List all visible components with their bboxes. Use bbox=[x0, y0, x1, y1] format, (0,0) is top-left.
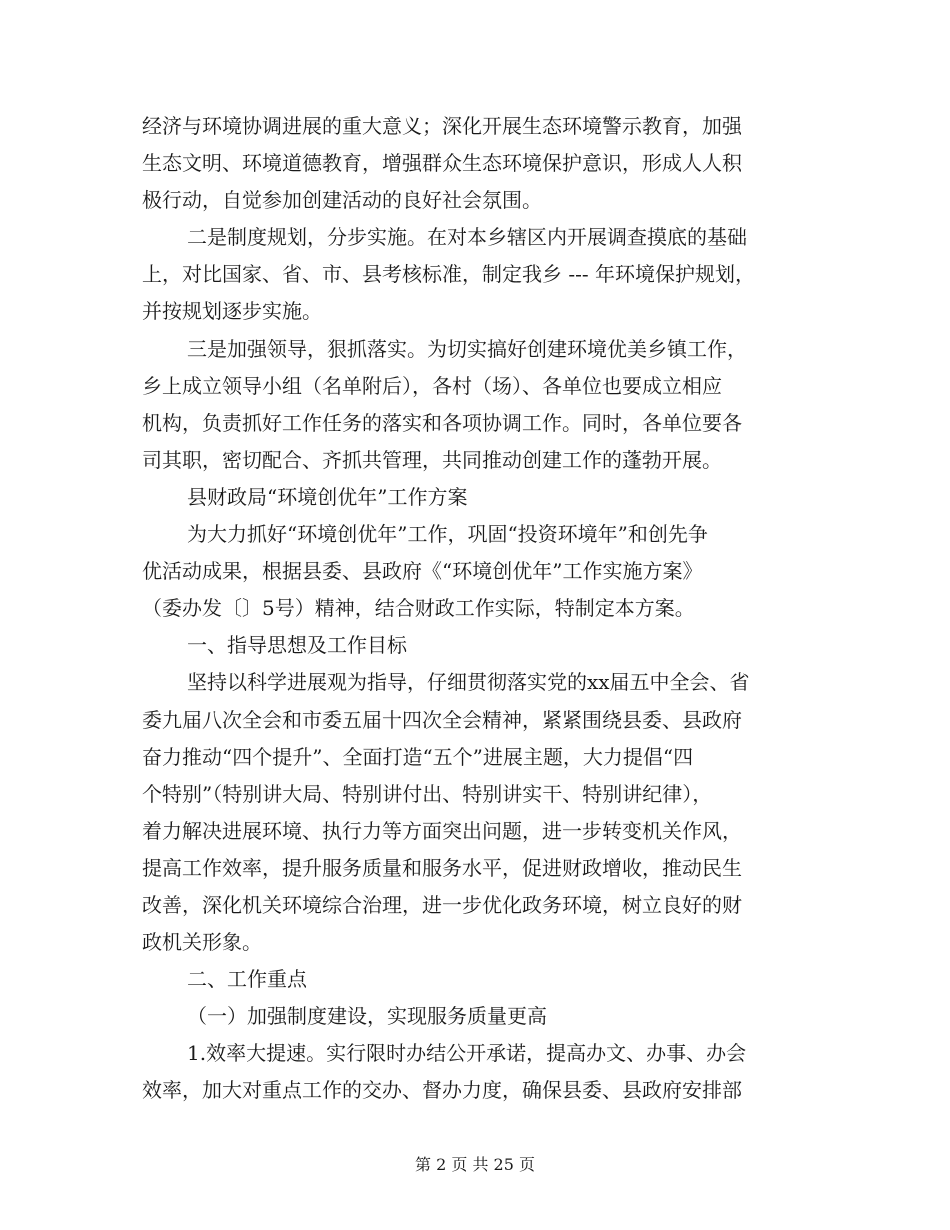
text-line: 坚持以科学进展观为指导，仔细贯彻落实党的xx届五中全会、省 bbox=[187, 670, 750, 695]
text-line: 机构，负责抓好工作任务的落实和各项协调工作。同时，各单位要各 bbox=[142, 410, 742, 435]
text-line: 二是制度规划，分步实施。在对本乡辖区内开展调查摸底的基础 bbox=[187, 225, 747, 250]
page-footer: 第 2 页 共 25 页 bbox=[415, 1155, 535, 1174]
text-line: 极行动，自觉参加创建活动的良好社会氛围。 bbox=[142, 188, 542, 213]
text-line: 二、工作重点 bbox=[187, 967, 307, 992]
text-line: 个特别”（特别讲大局、特别讲付出、特别讲实干、特别讲纪律）， bbox=[142, 781, 713, 806]
text-line: 司其职，密切配合、齐抓共管理，共同推动创建工作的蓬勃开展。 bbox=[142, 447, 722, 472]
text-line: 效率，加大对重点工作的交办、督办力度，确保县委、县政府安排部 bbox=[142, 1078, 742, 1103]
text-line: 着力解决进展环境、执行力等方面突出问题，进一步转变机关作风， bbox=[142, 818, 742, 843]
text-line: 生态文明、环境道德教育，增强群众生态环境保护意识，形成人人积 bbox=[142, 151, 742, 176]
text-line: 1.效率大提速。实行限时办结公开承诺，提高办文、办事、办会 bbox=[187, 1041, 747, 1066]
text-line: 一、指导思想及工作目标 bbox=[187, 633, 407, 658]
text-line: 并按规划逐步实施。 bbox=[142, 299, 322, 324]
text-line: （委办发〔〕5号）精神，结合财政工作实际，特制定本方案。 bbox=[142, 596, 695, 621]
text-line: 三是加强领导，狠抓落实。为切实搞好创建环境优美乡镇工作， bbox=[187, 336, 747, 361]
text-line: 乡上成立领导小组（名单附后），各村（场）、各单位也要成立相应 bbox=[142, 373, 722, 398]
text-line: 改善，深化机关环境综合治理，进一步优化政务环境，树立良好的财 bbox=[142, 892, 742, 917]
text-line: 优活动成果，根据县委、县政府《“环境创优年”工作实施方案》 bbox=[142, 559, 703, 584]
text-line: 政机关形象。 bbox=[142, 930, 262, 955]
text-line: 奋力推动“四个提升”、全面打造“五个”进展主题，大力提倡“四 bbox=[142, 744, 694, 769]
text-line: （一）加强制度建设，实现服务质量更高 bbox=[187, 1004, 547, 1029]
text-line: 提高工作效率，提升服务质量和服务水平，促进财政增收，推动民生 bbox=[142, 855, 742, 880]
text-line: 县财政局“环境创优年”工作方案 bbox=[187, 484, 468, 509]
text-line: 为大力抓好“环境创优年”工作，巩固“投资环境年”和创先争 bbox=[187, 522, 708, 547]
text-line: 上，对比国家、省、市、县考核标准，制定我乡 --- 年环境保护规划， bbox=[142, 262, 755, 287]
document-body bbox=[142, 108, 812, 1110]
text-line: 委九届八次全会和市委五届十四次全会精神，紧紧围绕县委、县政府 bbox=[142, 707, 742, 732]
text-line: 经济与环境协调进展的重大意义；深化开展生态环境警示教育，加强 bbox=[142, 114, 742, 138]
